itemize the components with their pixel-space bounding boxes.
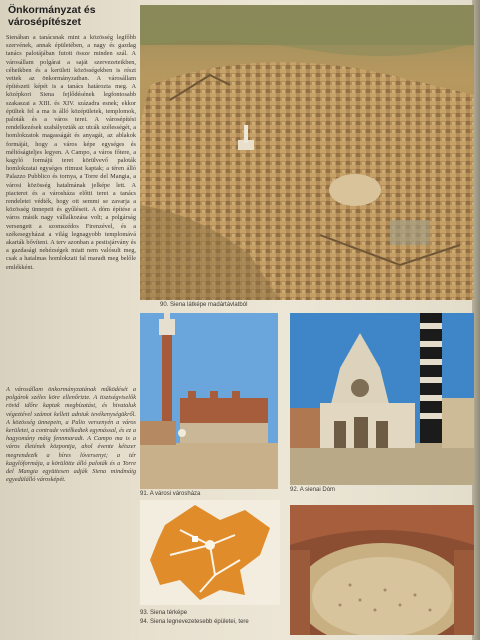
text-column [0, 0, 138, 640]
aerial-city-photo [140, 5, 474, 300]
caption-91: 91. A városi városháza [140, 491, 201, 497]
caption-90: 90. Siena látképe madártávlatból [160, 302, 248, 308]
paragraph-1: Sienában a tanácsnak mint a közösség legfőbb szervének, annak épületében, a nagy és gazdag tanács palotájában futott össze minden szál. A városállam polgárai a saját szervezeteikben, céheikben és a kerületi közösségekben is részt vettek az önkormányzatban. A városállam építészeti képét is a tanács határozta meg. A középkori Siena fejlődésének legfontosabb szakaszai a XIII. és XIV. századra esnek; ekkor épültek fel a ma is álló középületek, templomok, paloták és a város terei. A városépítési rendelkezések szabályozták az utcák szélességét, a homlokzatok magasságát és anyagát, az ablakok formáját, hogy a város képe egységes és méltóságteljes legyen. A Campo, a város főtere, a kagyló formájú teret körülvevő paloták homlokzatai egységes ritmust kaptak; a téren álló Palazzo Pubblico és tornya, a Torre del Mangia, a városi közösség hatalmának jelképe lett. A piacteret és a városháza előtti teret a tanács rendeletei védték, hogy ott semmi se zavarja a közösség ünnepeit és gyűléseit. A dóm építése a város másik nagy vállalkozása volt; a polgárság versengett a szomszédos Firenzével, és a székesegyházat a világ legnagyobb templomává akarták bővíteni. A terv azonban a pestisjárvány és a gazdasági nehézségek miatt nem valósult meg, csak a hatalmas homlokzati fal maradt meg belőle emlékként. [6, 34, 136, 271]
city-plan-map [140, 500, 280, 605]
palazzo-pubblico-photo [140, 313, 278, 489]
caption-92: 92. A sienai Dóm [290, 487, 336, 493]
heading-line-2: városépítészet [8, 16, 81, 28]
caption-94: 94. Siena legnevezetesebb épületei, tere [140, 619, 249, 625]
body-text-lower [6, 386, 136, 640]
caption-93: 93. Siena térképe [140, 610, 188, 616]
duomo-photo [290, 313, 474, 485]
piazza-del-campo-photo [290, 505, 474, 635]
section-heading [8, 4, 134, 28]
body-text-upper [6, 34, 136, 372]
paragraph-2: A városállam önkormányzatának működését a polgárok széles köre ellenőrizte. A tisztségviselők rövid időre kaptak megbízatást, és hivataluk végeztével számot kellett adniuk tevékenységükről. A közösség ünnepein, a Palio versenyén a város kerületei, a contrade vetélkedtek egymással, és ez a hagyomány máig fennmaradt. A Campo ma is a város életének központja, ahol évente kétszer megrendezik a híres lóversenyt; a tér kagylóformája, a körülötte álló paloták és a Torre del Mangia együttesen adják Siena mindmáig egyedülálló városképét. [6, 386, 136, 484]
heading-line-1: Önkormányzat és [8, 4, 96, 16]
